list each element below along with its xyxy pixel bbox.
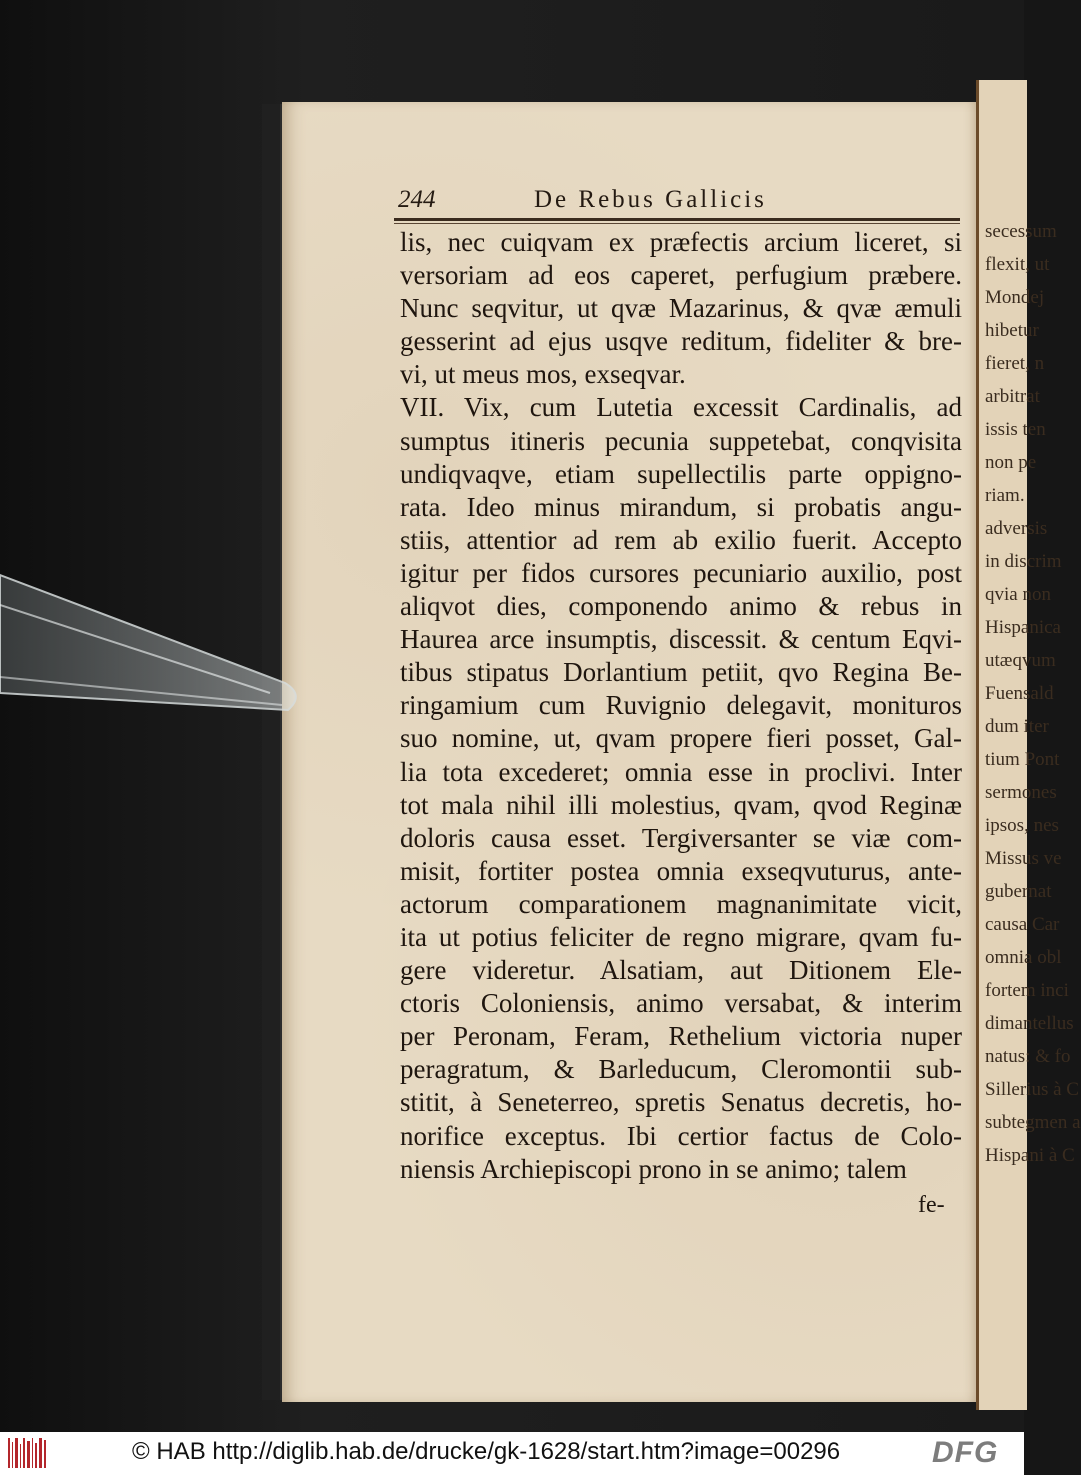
facing-page-fragments [979,215,1081,1172]
text-line: gesserint ad ejus usqve reditum, fideliter & bre- [400,326,962,357]
text-line: doloris causa esset. Tergiversanter se viæ com- [400,822,962,853]
facing-text-fragment: non pe [985,452,1037,473]
facing-text-fragment: subtegmen a [985,1112,1081,1133]
text-line: igitur per fidos cursores pecuniario auxilio, post [400,557,962,588]
facing-text-fragment: Missus ve [985,848,1062,869]
book-page [282,102,976,1402]
text-line: undiqvaqve, etiam supellectilis parte oppigno- [400,458,962,489]
text-line: tibus stipatus Dorlantium petiit, qvo Regina Be- [400,657,962,688]
facing-text-fragment: hibetur [985,320,1039,341]
text-line: norifice exceptus. Ibi certior factus de Colo- [400,1120,962,1151]
facing-text-fragment: dum iter [985,716,1049,737]
facing-text-fragment: fieret, n [985,353,1045,374]
text-line: lia tota excederet; omnia esse in proclivi. Inter [400,756,962,787]
facing-text-fragment: Hispanica [985,617,1061,638]
page-number: 244 [398,186,436,213]
facing-text-fragment: natus: & fo [985,1046,1071,1067]
facing-page-edge [976,80,1081,1410]
text-line: versoriam ad eos caperet, perfugium præbere. [400,260,962,291]
facing-text-fragment: fortem inci [985,980,1069,1001]
text-line: per Peronam, Feram, Rethelium victoria nuper [400,1021,962,1052]
text-line: peragratum, & Barleducum, Cleromontii sub- [400,1054,962,1085]
facing-text-fragment: omnia obl [985,947,1062,968]
facing-text-fragment: adversis [985,518,1048,539]
text-line: stitit, à Seneterreo, spretis Senatus decretis, ho- [400,1087,962,1118]
text-line: aliqvot dies, componendo animo & rebus in [400,591,962,622]
text-line: tot mala nihil illi molestius, qvam, qvod Reginæ [400,789,962,820]
text-line: Haurea arce insumptis, discessit. & centum Eqvi- [400,624,962,655]
text-line: ctoris Coloniensis, animo versabat, & interim [400,988,962,1019]
text-line: ita ut potius feliciter de regno migrare, qvam fu- [400,921,962,952]
text-line: VII. Vix, cum Lutetia excessit Cardinalis, ad [400,392,962,423]
facing-text-fragment: ipsos, nes [985,815,1059,836]
text-line: actorum comparationem magnanimitate vicit, [400,888,962,919]
glass-page-weight [0,565,300,745]
facing-text-fragment: utæqvum [985,650,1056,671]
text-line: stiis, attentior ad rem ab exilio fuerit. Accepto [400,524,962,555]
text-line: rata. Ideo minus mirandum, si probatis angu- [400,491,962,522]
text-line: niensis Archiepiscopi prono in se animo; talem [400,1153,907,1184]
text-line: ringamium cum Ruvignio delegavit, monituros [400,690,962,721]
header-rule-thin [394,223,960,224]
facing-text-fragment: in discrim [985,551,1062,572]
header-rule [394,218,960,221]
text-line: suo nomine, ut, qvam propere fieri posset, Gal- [400,723,962,754]
facing-text-fragment: Sillerius à C [985,1079,1079,1100]
facing-text-fragment: gubernat [985,881,1052,902]
facing-text-fragment: secessum [985,221,1057,242]
facing-text-fragment: flexit, ut [985,254,1050,275]
copyright-link[interactable]: © HAB http://diglib.hab.de/drucke/gk-1628/start.htm?image=00296 [132,1438,841,1465]
running-header [398,182,958,218]
running-title: De Rebus Gallicis [534,186,767,213]
facing-text-fragment: riam. [985,485,1025,506]
dfg-logo: DFG [932,1436,999,1469]
text-line: gere videretur. Alsatiam, aut Ditionem Ele- [400,955,962,986]
barcode-icon [8,1438,48,1468]
catchword: fe- [918,1192,945,1218]
book-cover-edge [262,104,282,1400]
body-text [400,226,962,1186]
facing-text-fragment: arbitrat [985,386,1040,407]
text-line: Nunc seqvitur, ut qvæ Mazarinus, & qvæ æmuli [400,293,962,324]
facing-text-fragment: sermones [985,782,1057,803]
facing-text-fragment: dimantellus [985,1013,1074,1034]
text-line: misit, fortiter postea omnia exseqvuturus, ante- [400,855,962,886]
text-line: lis, nec cuiqvam ex præfectis arcium liceret, si [400,227,962,257]
text-line: sumptus itineris pecunia suppetebat, conqvisita [400,425,962,456]
viewer-footer [0,1432,1024,1475]
text-line: vi, ut meus mos, exseqvar. [400,359,686,390]
facing-text-fragment: Fuensald [985,683,1054,704]
facing-text-fragment: qvia non [985,584,1051,605]
facing-text-fragment: Hispani à C [985,1145,1075,1166]
facing-text-fragment: Mondej [985,287,1045,308]
facing-text-fragment: tium Pont [985,749,1060,770]
facing-text-fragment: issis ten [985,419,1046,440]
facing-text-fragment: causa Car [985,914,1060,935]
